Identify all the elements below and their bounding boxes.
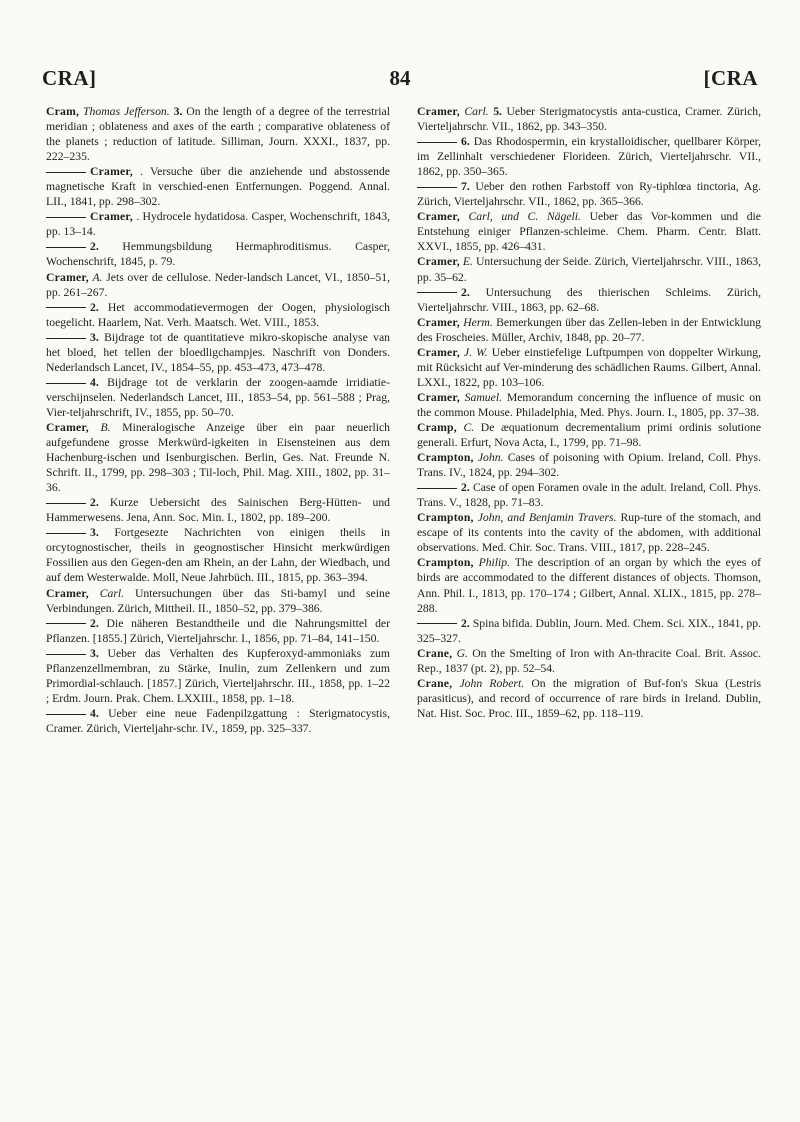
bibliography-entry	[46, 270, 390, 300]
author-surname: Cramer,	[417, 315, 460, 329]
entry-text: Ueber eine neue Fadenpilzgattung : Sterigmatocystis, Cramer. Zürich, Vierteljahr-schr. IV., 1859, pp. 325–337.	[46, 706, 390, 735]
author-surname: Cramer,	[46, 586, 89, 600]
entry-number: 3.	[173, 105, 183, 118]
entry-text: Case of open Foramen ovale in the adult. Ireland, Coll. Phys. Trans. V., 1828, pp. 71–83.	[417, 481, 762, 510]
bibliography-entry	[417, 616, 761, 646]
author-surname: Cramer,	[90, 210, 133, 224]
author-surname: Crampton,	[417, 511, 474, 525]
entry-number: 3.	[90, 526, 99, 540]
entry-text: On the migration of Buf-fon's Skua (Lestris parasiticus), and record of occurrence of rare birds in Ireland. Dublin, Nat. Hist. Soc. Proc. III., 1859–62, pp. 118–119.	[417, 676, 762, 720]
author-surname: Cramer,	[46, 420, 89, 434]
header-left: CRA]	[42, 66, 97, 90]
bibliography-entry	[417, 345, 761, 390]
entry-text: Het accommodatievermogen der Oogen, physiologisch toegelicht. Haarlem, Nat. Verh. Maatsch. Wet. VIII., 1853.	[46, 300, 390, 329]
bibliography-entry	[46, 375, 390, 420]
entry-number: 2.	[461, 616, 470, 630]
ditto-dash	[417, 292, 457, 293]
entry-text: Ueber Sterigmatocystis anta-custica, Cramer. Zürich, Vierteljahrschr. VII., 1862, pp. 343–350.	[417, 105, 762, 134]
entry-text: Rup-ture of the stomach, and escape of its contents into the cavity of the abdomen, with additional observations. Med. Chir. Soc. Trans. VIII., 1817, pp. 228–245.	[417, 511, 762, 555]
bibliography-entry	[46, 209, 390, 239]
bibliography-entry	[417, 480, 761, 510]
entry-number: 2.	[90, 616, 99, 630]
entry-number: 3.	[90, 646, 99, 660]
author-given: A.	[92, 270, 103, 284]
author-surname: Cramer,	[46, 270, 89, 284]
author-given: E.	[462, 255, 473, 269]
entry-text: . Hydrocele hydatidosa. Casper, Wochenschrift, 1843, pp. 13–14.	[46, 210, 390, 239]
header-right: [CRA	[703, 66, 758, 90]
entry-number: 3.	[90, 330, 99, 344]
entry-text: Jets over de cellulose. Neder-landsch Lancet, VI., 1850–51, pp. 261–267.	[46, 270, 390, 299]
ditto-dash	[46, 247, 86, 248]
bibliography-entry	[46, 420, 390, 495]
author-given: Samuel.	[464, 390, 502, 404]
ditto-dash	[46, 503, 86, 504]
entry-number: 2.	[90, 496, 99, 510]
bibliography-entry	[46, 706, 390, 736]
entry-number: 4.	[90, 375, 99, 389]
ditto-dash	[417, 488, 457, 489]
bibliography-entry	[46, 495, 390, 525]
bibliography-entry	[46, 525, 390, 585]
entry-text: Cases of poisoning with Opium. Ireland, Coll. Phys. Trans. IV., 1824, pp. 294–302.	[417, 451, 761, 480]
bibliography-entry	[46, 300, 390, 330]
author-given: Thomas Jefferson.	[83, 105, 170, 118]
author-given: Carl, und C. Nägeli.	[468, 210, 581, 224]
bibliography-entry	[417, 104, 761, 134]
entry-number: 4.	[90, 706, 99, 720]
author-surname: Crane,	[417, 676, 453, 690]
bibliography-entry	[46, 164, 390, 209]
ditto-dash	[46, 307, 86, 308]
ditto-dash	[46, 623, 86, 624]
bibliography-entry	[46, 646, 390, 706]
author-given: C.	[463, 420, 475, 434]
author-given: Herm.	[463, 315, 493, 329]
ditto-dash	[417, 142, 457, 143]
entry-text: Hemmungsbildung Hermaphroditismus. Casper, Wochenschrift, 1845, p. 79.	[46, 240, 390, 269]
bibliography-entry	[46, 330, 390, 375]
author-surname: Cram,	[46, 105, 80, 118]
entry-text: On the length of a degree of the terrestrial meridian ; oblateness and axes of the earth ; comparative oblateness of the planets ; reduction of latitude. Silliman, Journ. XXXI., 1837, pp. 222–235.	[46, 105, 390, 164]
entry-text: Fortgesezte Nachrichten von einigen theils in orcytognostischer, theils in geognostischer Hinsicht merkwürdigen Fossilien aus den Gegen-den am Rhein, an der Lahn, der Wiedbach, und auf dem Westerwalde. Moll, Neue Jahrbüch. III., 1815, pp. 363–394.	[46, 526, 391, 585]
bibliography-entry	[46, 616, 390, 646]
bibliography-entry	[417, 420, 761, 450]
author-surname: Crampton,	[417, 451, 474, 465]
bibliography-entry	[46, 239, 390, 269]
page-header	[42, 66, 758, 100]
bibliography-entry	[46, 104, 390, 164]
entry-text: On the Smelting of Iron with An-thracite Coal. Brit. Assoc. Rep., 1837 (pt. 2), pp. 52–54.	[417, 646, 761, 675]
entry-text: Kurze Uebersicht des Sainischen Berg-Hütten- und Hammerwesens. Jena, Ann. Soc. Min. I., 1802, pp. 189–200.	[46, 496, 391, 525]
entry-text: . Versuche über die anziehende und abstossende magnetische Kraft in verschied-enen Entfernungen. Poggend. Annal. LII., 1841, pp. 298–302.	[46, 165, 390, 209]
ditto-dash	[46, 383, 86, 384]
bibliography-entry	[417, 510, 761, 555]
entry-text: Untersuchung des thierischen Schleims. Zürich, Vierteljahrschr. VIII., 1863, pp. 62–68.	[417, 285, 761, 314]
author-given: Carl.	[464, 105, 489, 118]
entry-number: 2.	[461, 285, 470, 299]
entry-text: Ueber den rothen Farbstoff von Ry-tiphlœa tinctoria, Ag. Zürich, Vierteljahrschr. VII., 1862, pp. 365–366.	[417, 180, 761, 209]
entry-number: 6.	[461, 135, 470, 149]
ditto-dash	[46, 714, 86, 715]
entry-text: Bemerkungen über das Zellen-leben in der Entwicklung des Froscheies. Müller, Archiv, 1848, pp. 20–77.	[417, 315, 762, 344]
entry-number: 7.	[461, 180, 470, 194]
entry-number: 2.	[90, 240, 99, 254]
bibliography-entry	[417, 676, 761, 721]
author-given: J. W.	[463, 345, 488, 359]
entry-text: The description of an organ by which the eyes of birds are accommodated to the different distances of objects. Thomson, Ann. Phil. I., 1813, pp. 170–174 ; Gilbert, Annal. XLIX., 1815, pp. 278–288.	[417, 556, 762, 615]
author-given: John Robert.	[459, 676, 525, 690]
author-given: G.	[456, 646, 468, 660]
entry-text: Ueber das Verhalten des Kupferoxyd-ammoniaks zum Pflanzenzellmembran, zu Stärke, Inulin, zum Zellenkern und zum Primordial-schlauch. [1857.] Zürich, Vierteljahrschr. III., 1858, pp. 1–22 ; Erdm. Journ. Prak. Chem. LXXIII., 1858, pp. 1–18.	[46, 646, 390, 705]
bibliography-entry	[417, 254, 761, 284]
page-number: 84	[389, 66, 411, 90]
author-surname: Cramer,	[417, 255, 460, 269]
bibliography-entry	[417, 209, 761, 254]
entry-text: Ueber einstiefelige Luftpumpen von doppelter Wirkung, mit Rücksicht auf Ver-minderung des schädlichen Raums. Gilbert, Annal. LXXI., 1822, pp. 103–106.	[417, 345, 762, 389]
author-surname: Cramer,	[417, 210, 460, 224]
entry-text: Untersuchungen über das Sti-bamyl und seine Verbindungen. Zürich, Mittheil. II., 1850–52, pp. 379–386.	[46, 586, 391, 615]
right-column	[417, 104, 761, 721]
author-given: John.	[477, 451, 504, 465]
ditto-dash	[46, 172, 86, 173]
entry-number: 5.	[493, 105, 502, 118]
ditto-dash	[417, 623, 457, 624]
author-given: Carl.	[99, 586, 125, 600]
bibliography-entry	[417, 646, 761, 676]
entry-text: Mineralogische Anzeige über ein paar neuerlich aufgefundene grosse Merkwürd-igkeiten in Eisensteinen aus dem Hachenburg-ischen und Isenburgischen. Berlin, Ges. Nat. Freunde N. Schrift. II., 1799, pp. 298–303 ; Til-loch, Phil. Mag. XIII., 1802, pp. 31–36.	[46, 420, 390, 495]
ditto-dash	[46, 217, 86, 218]
author-surname: Cramer,	[90, 165, 133, 179]
bibliography-entry	[417, 555, 761, 615]
left-column	[46, 104, 390, 736]
bibliography-entry	[417, 315, 761, 345]
entry-text: De æquationum decrementalium primi ordinis solutione generali. Erfurt, Nova Acta, I., 1799, pp. 71–98.	[417, 420, 762, 450]
ditto-dash	[46, 654, 86, 655]
author-surname: Cramer,	[417, 390, 460, 404]
ditto-dash	[46, 338, 86, 339]
bibliography-entry	[417, 134, 761, 179]
entry-text: Die näheren Bestandtheile und die Nahrungsmittel der Pflanzen. [1855.] Zürich, Vierteljahrschr. I., 1856, pp. 71–84, 141–150.	[46, 616, 391, 645]
entry-text: Das Rhodospermin, ein krystalloidischer, quellbarer Körper, im Zellinhalt verschiedener Florideen. Zürich, Vierteljahrschr. VII., 1862, pp. 350–365.	[417, 135, 762, 179]
bibliography-entry	[417, 450, 761, 480]
entry-text: Bijdrage tot de verklarin der zoogen-aamde irridiatie-verschijnselen. Nederlandsch Lancet, III., 1853–54, pp. 561–588 ; Prag, Vier-teljahrschrift, IV., 1855, pp. 50–70.	[46, 375, 390, 419]
author-surname: Cramp,	[417, 420, 457, 434]
author-surname: Cramer,	[417, 345, 460, 359]
author-given: Philip.	[478, 556, 511, 570]
entry-text: Untersuchung der Seide. Zürich, Vierteljahrschr. VIII., 1863, pp. 35–62.	[417, 255, 762, 284]
author-surname: Cramer,	[417, 105, 460, 118]
bibliography-entry	[417, 390, 761, 420]
ditto-dash	[417, 187, 457, 188]
bibliography-entry	[417, 179, 761, 209]
entry-number: 2.	[90, 300, 99, 314]
author-surname: Crampton,	[417, 556, 474, 570]
author-surname: Crane,	[417, 646, 453, 660]
author-given: B.	[100, 420, 111, 434]
entry-text: Memorandum concerning the influence of music on the common Mouse. Philadelphia, Med. Phys. Journ. I., 1805, pp. 37–38.	[417, 390, 761, 419]
entry-text: Ueber das Vor-kommen und die Entstehung einiger Pflanzen-schleime. Chem. Pharm. Centr. Blatt. XXVI., 1855, pp. 426–431.	[417, 210, 761, 254]
bibliography-entry	[46, 586, 390, 616]
entry-text: Bijdrage tot de quantitatieve mikro-skopische analyse van het bloed, het tellen der bloedligchampjes. Naschrift von Donders. Nederlandsch Lancet, IV., 1854–55, pp. 453–473, 473–478.	[46, 330, 390, 374]
entry-text: Spina bifida. Dublin, Journ. Med. Chem. Sci. XIX., 1841, pp. 325–327.	[417, 616, 762, 645]
ditto-dash	[46, 533, 86, 534]
entry-number: 2.	[461, 481, 470, 495]
author-given: John, and Benjamin Travers.	[477, 511, 617, 525]
bibliography-entry	[417, 285, 761, 315]
